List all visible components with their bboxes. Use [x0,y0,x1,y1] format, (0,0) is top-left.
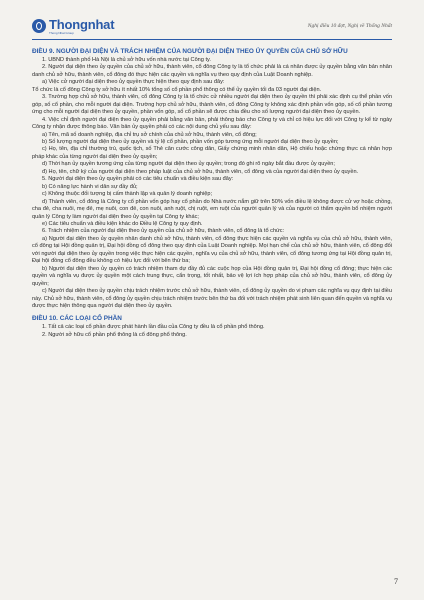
paragraph: Tổ chức là cổ đông Công ty sở hữu ít nhất 10% tổng số cổ phần phổ thông có thể ủy quyền tối đa 03 người đại diện. [32,86,322,93]
paragraph: 2. Người sở hữu cổ phần phổ thông là cổ đông phổ thông. [42,331,187,338]
paragraph: 2. Người đại diện theo ủy quyền của chủ sở hữu, thành viên, cổ đông Công ty là tổ chức phải là cá nhân được ủy quyền bằng văn bản nhân danh chủ sở hữu, thành viên, cổ đông đó thực hiện các quyền và nghĩa vụ theo quy định của Luật Doanh nghiệp. [32,64,392,78]
paragraph: c) Họ, tên, địa chỉ thường trú, quốc tịch, số Thẻ căn cước công dân, Giấy chứng minh nhân dân, Hộ chiếu hoặc chứng thực cá nhân hợp pháp khác của từng người đại diện theo ủy quyền; [32,146,392,160]
paragraph: c) Không thuộc đối tượng bị cấm thành lập và quản lý doanh nghiệp; [42,191,213,198]
page-header [32,16,392,36]
article-9-body [32,57,392,310]
paragraph: 6. Trách nhiệm của người đại diện theo ủy quyền của chủ sở hữu, thành viên, cổ đông là tổ chức: [42,228,285,235]
logo-subtext: Thong Nhat Group [49,30,74,35]
header-divider [32,39,392,40]
paragraph: a) Việc cử người đại diện theo ủy quyền thực hiện theo quy định sau đây: [42,79,225,86]
paragraph: b) Số lượng người đại diện theo ủy quyền và tỷ lệ cổ phần, phần vốn góp tương ứng mỗi người đại diện theo ủy quyền; [42,138,339,145]
paragraph: d) Thời hạn ủy quyền tương ứng của từng người đại diện theo ủy quyền; trong đó ghi rõ ngày bắt đầu được ủy quyền; [42,161,335,168]
paragraph: b) Người đại diện theo ủy quyền có trách nhiệm tham dự đầy đủ các cuộc họp của Hội đồng quản trị, Đại hội đồng cổ đông; thực hiện các quyền và nghĩa vụ được ủy quyền một cách trung thực, cẩn trọng, tốt nhất, bảo vệ lợi ích hợp pháp của chủ sở hữu, thành viên, cổ đông ủy quyền; [32,265,392,287]
paragraph: 1. Tất cả các loại cổ phần được phát hành lần đầu của Công ty đều là cổ phần phổ thông. [42,324,265,331]
logo-text: Thongnhat [49,16,115,32]
paragraph: 4. Việc chỉ định người đại diện theo ủy quyền phải bằng văn bản, phải thông báo cho Công ty và chỉ có hiệu lực đối với Công ty kể từ ngày Công ty nhận được thông báo. Văn bản ủy quyền phải có các nội dung chủ yếu sau đây: [32,116,392,131]
paragraph: e) Các tiêu chuẩn và điều kiện khác do Điều lệ Công ty quy định. [42,220,203,227]
paragraph: b) Có năng lực hành vi dân sự đầy đủ; [42,183,138,190]
paragraph: c) Người đại diện theo ủy quyền chịu trách nhiệm trước chủ sở hữu, thành viên, cổ đông ủy quyền do vi phạm các nghĩa vụ quy định tại điều này. Chủ sở hữu, thành viên, cổ đông ủy quyền chịu trách nhiệm trước bên thứ ba đối với trách nhiệm phát sinh liên quan đến quyền và nghĩa vụ được thực hiện thông qua người đại diện theo ủy quyền. [32,288,392,309]
paragraph: a) Người đại diện theo ủy quyền nhân danh chủ sở hữu, thành viên, cổ đông thực hiện các quyền và nghĩa vụ của chủ sở hữu, thành viên, cổ đông tại Hội đồng quản trị, Đại hội đồng cổ đông theo quy định của Luật Doanh nghiệp. Mọi hạn chế của chủ sở hữu, thành viên, cổ đông đối với người đại diện theo ủy quyền trong việc thực hiện các quyền, nghĩa vụ của chủ sở hữu, thành viên, cổ đông tương ứng tại Hội đồng quản trị, Đại hội đồng cổ đông đều không có hiệu lực đối với bên thứ ba; [32,235,392,265]
paragraph: 1. UBND thành phố Hà Nội là chủ sở hữu vốn nhà nước tại Công ty. [42,57,211,63]
paragraph: d) Thành viên, cổ đông là Công ty cổ phần vốn góp hay cổ phần do Nhà nước nắm giữ trên 50% vốn điều lệ không được cử vợ hoặc chồng, cha đẻ, cha nuôi, mẹ đẻ, mẹ nuôi, con đẻ, con nuôi, anh ruột, chị ruột, em ruột của người quản lý và của người có thẩm quyền bổ nhiệm người quản lý Công ty làm người đại diện theo ủy quyền tại Công ty khác; [32,198,392,220]
article-10-title: ĐIỀU 10. CÁC LOẠI CỔ PHẦN [32,315,122,323]
article-10-body [32,324,392,339]
paragraph: a) Tên, mã số doanh nghiệp, địa chỉ trụ sở chính của chủ sở hữu, thành viên, cổ đông; [42,131,257,138]
paragraph: 5. Người đại diện theo ủy quyền phải có các tiêu chuẩn và điều kiện sau đây: [42,176,234,183]
logo-icon [32,19,46,33]
paragraph: đ) Họ, tên, chữ ký của người đại diện theo pháp luật của chủ sở hữu, thành viên, cổ đông và của người đại diện theo ủy quyền. [42,168,359,175]
document-body [32,48,392,339]
company-logo [32,18,114,35]
header-caption: Nghị điều 10 đợt, Nghị về Thống Nhất [307,23,392,29]
article-9-title: ĐIỀU 9. NGƯỜI ĐẠI DIỆN VÀ TRÁCH NHIỆM CỦA NGƯỜI ĐẠI DIỆN THEO ỦY QUYỀN CỦA CHỦ SỞ HỮU [32,48,348,55]
paragraph: 3. Trường hợp chủ sở hữu, thành viên, cổ đông Công ty là tổ chức cử nhiều người đại diện theo ủy quyền thì phải xác định cụ thể phần vốn góp, số cổ phần, cho mỗi người đại diện. Trường hợp chủ sở hữu, thành viên, cổ đông Công ty không xác định phần vốn góp, số cổ phần tương ứng cho mỗi người đại diện theo ủy quyền, phần vốn góp, số cổ phần sẽ được chia đều cho số lượng người đại diện theo ủy quyền. [32,94,392,116]
page-number: 7 [394,577,398,586]
